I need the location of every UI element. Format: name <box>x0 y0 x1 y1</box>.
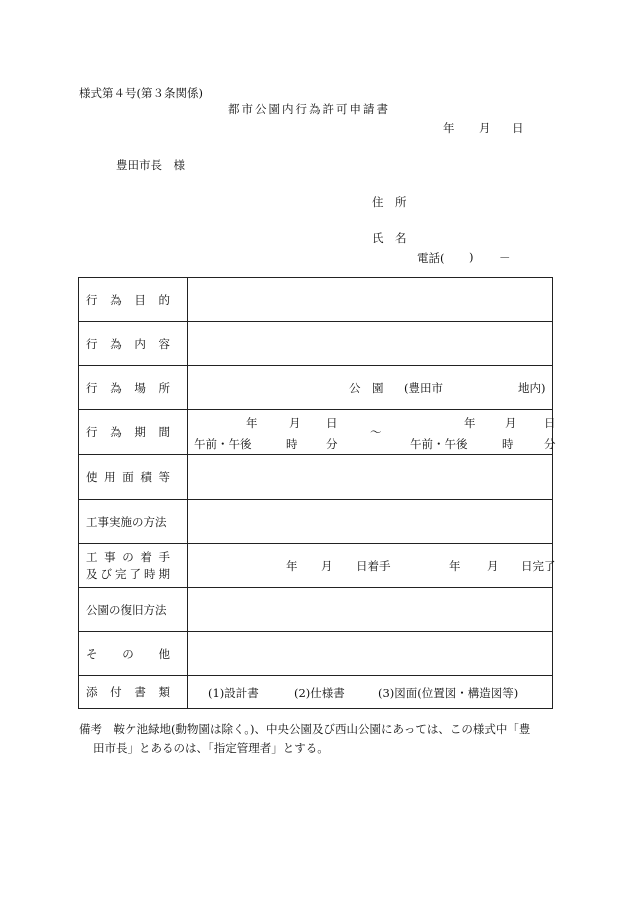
end-year: 年 <box>464 416 476 430</box>
attachments-field <box>188 676 553 709</box>
area-field[interactable] <box>188 455 553 500</box>
attachment-drawings: (3)図面(位置図・構造図等) <box>378 686 519 700</box>
note-line-2: 田市長」とあるのは、「指定管理者」とする。 <box>93 741 329 755</box>
schedule-field[interactable] <box>188 544 556 588</box>
row-schedule <box>79 544 553 588</box>
form-title: 都市公園内行為許可申請書 <box>228 102 390 116</box>
label-content: 行 為 内 容 <box>79 322 188 366</box>
date-month: 月 <box>479 121 491 135</box>
start-ampm: 午前・午後 <box>194 437 252 451</box>
period-field[interactable] <box>188 410 556 455</box>
start-minute: 分 <box>326 437 338 451</box>
label-period: 行 為 期 間 <box>79 410 188 455</box>
row-area <box>79 455 553 500</box>
purpose-field[interactable] <box>188 278 553 322</box>
city-close: 地内) <box>518 381 546 395</box>
park-label: 公 園 <box>349 381 384 395</box>
period-tilde: ～ <box>370 425 382 439</box>
name-label: 氏 名 <box>372 231 407 245</box>
label-method: 工事実施の方法 <box>79 500 188 544</box>
label-restoration: 公園の復旧方法 <box>79 588 188 632</box>
start-work-year: 年 <box>286 559 298 573</box>
label-purpose: 行 為 目 的 <box>79 278 188 322</box>
row-content <box>79 322 553 366</box>
end-work-month: 月 <box>487 559 499 573</box>
place-field[interactable] <box>188 366 553 410</box>
date-day: 日 <box>512 121 524 135</box>
row-method <box>79 500 553 544</box>
end-day: 日 <box>544 416 556 430</box>
row-attachments <box>79 676 553 709</box>
method-field[interactable] <box>188 500 553 544</box>
label-attachments: 添 付 書 類 <box>79 676 188 709</box>
phone-close: ) <box>469 250 474 264</box>
row-other <box>79 632 553 676</box>
city-open: (豊田市 <box>404 381 443 395</box>
row-place <box>79 366 553 410</box>
addressee: 豊田市長 様 <box>116 158 185 172</box>
end-hour: 時 <box>502 437 514 451</box>
attachment-design: (1)設計書 <box>208 686 259 700</box>
note-line-1: 備考 鞍ケ池緑地(動物園は除く。)、中央公園及び西山公園にあっては、この様式中「豊 <box>79 722 531 736</box>
label-place: 行 為 場 所 <box>79 366 188 410</box>
start-year: 年 <box>246 416 258 430</box>
label-area: 使 用 面 積 等 <box>79 455 188 500</box>
start-day: 日 <box>326 416 338 430</box>
end-month: 月 <box>505 416 517 430</box>
end-work-day: 日完了 <box>521 559 556 573</box>
row-restoration <box>79 588 553 632</box>
phone-dash: － <box>499 251 511 265</box>
label-schedule: 工 事 の 着 手 及 び 完 了 時 期 <box>79 544 188 588</box>
phone-label: 電話( <box>417 251 445 265</box>
form-number: 様式第４号(第３条関係) <box>79 86 203 100</box>
row-period <box>79 410 553 455</box>
application-form-table <box>78 277 556 709</box>
start-hour: 時 <box>286 437 298 451</box>
other-field[interactable] <box>188 632 553 676</box>
end-ampm: 午前・午後 <box>410 437 468 451</box>
date-year: 年 <box>443 121 455 135</box>
restoration-field[interactable] <box>188 588 553 632</box>
attachment-spec: (2)仕様書 <box>294 686 345 700</box>
row-purpose <box>79 278 553 322</box>
end-work-year: 年 <box>449 559 461 573</box>
start-month: 月 <box>289 416 301 430</box>
end-minute: 分 <box>544 437 556 451</box>
start-work-month: 月 <box>321 559 333 573</box>
address-label: 住 所 <box>372 195 407 209</box>
label-other: そ の 他 <box>79 632 188 676</box>
start-work-day: 日着手 <box>356 559 391 573</box>
content-field[interactable] <box>188 322 553 366</box>
